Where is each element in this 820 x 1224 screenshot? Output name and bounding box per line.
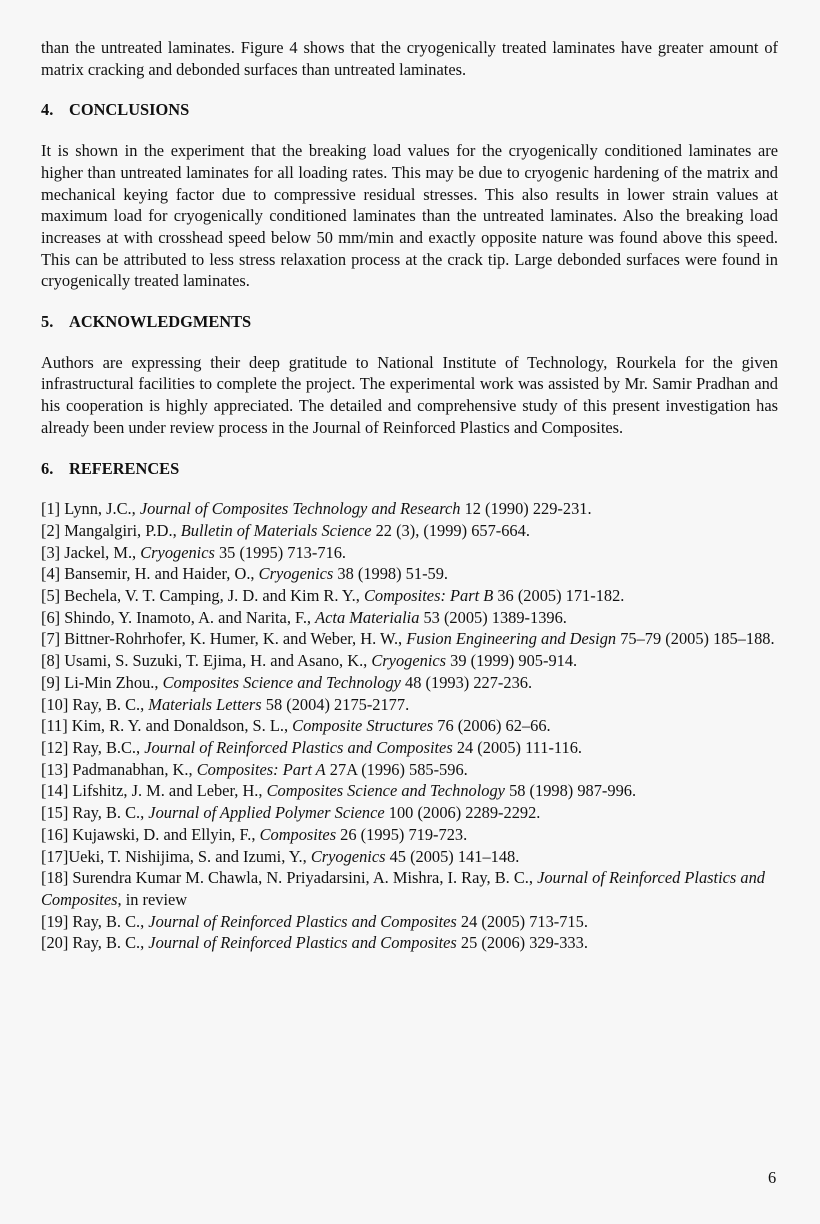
reference-authors: Ueki, T. Nishijima, S. and Izumi, Y., [68, 846, 311, 866]
reference-journal: Journal of Reinforced Plastics and Composites [41, 868, 765, 909]
section-title: ACKNOWLEDGMENTS [69, 312, 252, 332]
reference-authors: Ray, B. C., [72, 911, 149, 931]
reference-item [41, 585, 778, 607]
reference-journal: Cryogenics [258, 564, 334, 584]
reference-journal: Journal of Reinforced Plastics and Composites [148, 933, 457, 953]
reference-item [41, 650, 778, 672]
reference-details: 58 (2004) 2175-2177. [261, 694, 410, 714]
reference-label: [3] [41, 542, 65, 562]
reference-journal: Cryogenics [371, 651, 447, 671]
section-number: 4. [41, 100, 54, 120]
reference-item [41, 498, 778, 520]
section-heading-acknowledgments [41, 311, 778, 333]
reference-details: 25 (2006) 329-333. [456, 933, 588, 953]
reference-authors: Padmanabhan, K., [72, 759, 197, 779]
reference-label: [16] [41, 824, 73, 844]
reference-journal: Journal of Applied Polymer Science [148, 803, 385, 823]
reference-item [41, 563, 778, 585]
reference-journal: Fusion Engineering and Design [406, 629, 617, 649]
reference-journal: Bulletin of Materials Science [180, 520, 372, 540]
reference-details: 12 (1990) 229-231. [460, 499, 592, 519]
reference-journal: Composites Science and Technology [162, 672, 401, 692]
reference-journal: Composites Science and Technology [266, 781, 505, 801]
reference-label: [11] [41, 716, 72, 736]
section-number: 6. [41, 458, 54, 478]
reference-item [41, 542, 778, 564]
reference-authors: Ray, B.C., [72, 737, 145, 757]
reference-journal: Composite Structures [292, 716, 434, 736]
reference-journal: Cryogenics [310, 846, 386, 866]
section-title: CONCLUSIONS [69, 100, 190, 120]
intro-paragraph: than the untreated laminates. Figure 4 shows that the cryogenically treated laminates have greater amount of matrix cracking and debonded surfaces than untreated laminates. [41, 38, 778, 79]
reference-item [41, 780, 778, 802]
reference-journal: Journal of Composites Technology and Research [139, 499, 461, 519]
reference-details: 26 (1995) 719-723. [336, 824, 468, 844]
reference-item [41, 628, 778, 650]
reference-authors: Shindo, Y. Inamoto, A. and Narita, F., [64, 607, 316, 627]
reference-details: 100 (2006) 2289-2292. [384, 803, 541, 823]
reference-journal: Composites: Part A [196, 759, 326, 779]
page-number: 6 [768, 1168, 777, 1187]
section-number: 5. [41, 312, 54, 332]
reference-item [41, 846, 778, 868]
reference-authors: Bansemir, H. and Haider, O., [64, 564, 259, 584]
reference-label: [8] [41, 651, 65, 671]
section-heading-references [41, 458, 778, 480]
reference-details: 35 (1995) 713-716. [214, 542, 346, 562]
reference-label: [12] [41, 737, 73, 757]
reference-authors: Mangalgiri, P.D., [64, 520, 181, 540]
reference-label: [19] [41, 911, 73, 931]
reference-authors: Lifshitz, J. M. and Leber, H., [72, 781, 267, 801]
reference-item [41, 824, 778, 846]
reference-label: [7] [41, 629, 65, 649]
reference-authors: Ray, B. C., [72, 803, 149, 823]
reference-authors: Usami, S. Suzuki, T. Ejima, H. and Asano, K., [64, 651, 372, 671]
reference-journal: Composites [259, 824, 337, 844]
reference-label: [5] [41, 586, 65, 606]
reference-details: 58 (1998) 987-996. [504, 781, 637, 801]
reference-details: 22 (3), (1999) 657-664. [371, 520, 530, 540]
reference-label: [10] [41, 694, 73, 714]
reference-item [41, 802, 778, 824]
reference-label: [9] [41, 672, 65, 692]
reference-item [41, 867, 778, 910]
reference-journal: Cryogenics [140, 542, 215, 562]
reference-authors: Ray, B. C., [72, 694, 149, 714]
reference-label: [1] [41, 499, 65, 519]
reference-label: [2] [41, 520, 65, 540]
section-heading-conclusions [41, 99, 778, 121]
reference-label: [13] [41, 759, 73, 779]
reference-authors: Jackel, M., [64, 542, 141, 562]
reference-details: 36 (2005) 171-182. [493, 586, 625, 606]
reference-details: 39 (1999) 905-914. [446, 651, 578, 671]
reference-authors: Bechela, V. T. Camping, J. D. and Kim R. Y., [64, 586, 364, 606]
reference-journal: Materials Letters [148, 694, 262, 714]
reference-label: [18] [41, 868, 73, 888]
reference-authors: Kujawski, D. and Ellyin, F., [72, 824, 260, 844]
reference-authors: Li-Min Zhou., [64, 672, 163, 692]
reference-details: 45 (2005) 141–148. [385, 846, 520, 866]
reference-details: 24 (2005) 111-116. [452, 737, 583, 757]
reference-journal: Acta Materialia [315, 607, 420, 627]
reference-label: [17] [41, 846, 69, 866]
reference-journal: Journal of Reinforced Plastics and Composites [148, 911, 457, 931]
reference-item [41, 520, 778, 542]
reference-list [41, 498, 778, 954]
acknowledgments-paragraph: Authors are expressing their deep gratitude to National Institute of Technology, Rourkela for the given infrastructural facilities to complete the project. The experimental work was assisted by Mr. Samir Pradhan and his cooperation is highly appreciated. The detailed and comprehensive study of this present investigation has already been under review process in the Journal of Reinforced Plastics and Composites. [41, 352, 778, 437]
reference-item [41, 694, 778, 716]
reference-item [41, 672, 778, 694]
reference-authors: Kim, R. Y. and Donaldson, S. L., [71, 716, 293, 736]
reference-journal: Composites: Part B [363, 586, 494, 606]
reference-item [41, 759, 778, 781]
reference-details: 75–79 (2005) 185–188. [616, 629, 775, 649]
reference-details: 53 (2005) 1389-1396. [419, 607, 567, 627]
reference-label: [6] [41, 607, 65, 627]
reference-item [41, 911, 778, 933]
reference-label: [20] [41, 933, 73, 953]
reference-authors: Bittner-Rohrhofer, K. Humer, K. and Weber, H. W., [64, 629, 407, 649]
reference-label: [15] [41, 803, 73, 823]
reference-authors: Ray, B. C., [72, 933, 149, 953]
reference-item [41, 932, 778, 954]
reference-authors: Surendra Kumar M. Chawla, N. Priyadarsini, A. Mishra, I. Ray, B. C., [72, 868, 538, 888]
reference-details: 24 (2005) 713-715. [456, 911, 588, 931]
reference-item [41, 715, 778, 737]
reference-item [41, 607, 778, 629]
reference-details: , in review [117, 889, 188, 909]
reference-label: [14] [41, 781, 73, 801]
reference-item [41, 737, 778, 759]
reference-details: 48 (1993) 227-236. [400, 672, 533, 692]
reference-label: [4] [41, 564, 65, 584]
page-content [41, 37, 778, 954]
conclusions-paragraph: It is shown in the experiment that the breaking load values for the cryogenically conditioned laminates are higher than untreated laminates for all loading rates. This may be due to cryogenic hardening of the matrix and mechanical keying factor due to compressive residual stresses. This also results in lower strain values at maximum load for cryogenically conditioned laminates than the untreated laminates. Also the breaking load increases at with crosshead speed below 50 mm/min and exactly opposite nature was found above this speed. This can be attributed to less stress relaxation process at the crack tip. Large debonded surfaces were found in cryogenically treated laminates. [41, 141, 778, 291]
reference-details: 76 (2006) 62–66. [433, 716, 551, 736]
reference-authors: Lynn, J.C., [64, 499, 140, 519]
reference-details: 27A (1996) 585-596. [325, 759, 468, 779]
reference-journal: Journal of Reinforced Plastics and Composites [144, 737, 453, 757]
section-title: REFERENCES [69, 458, 180, 478]
reference-details: 38 (1998) 51-59. [333, 564, 449, 584]
